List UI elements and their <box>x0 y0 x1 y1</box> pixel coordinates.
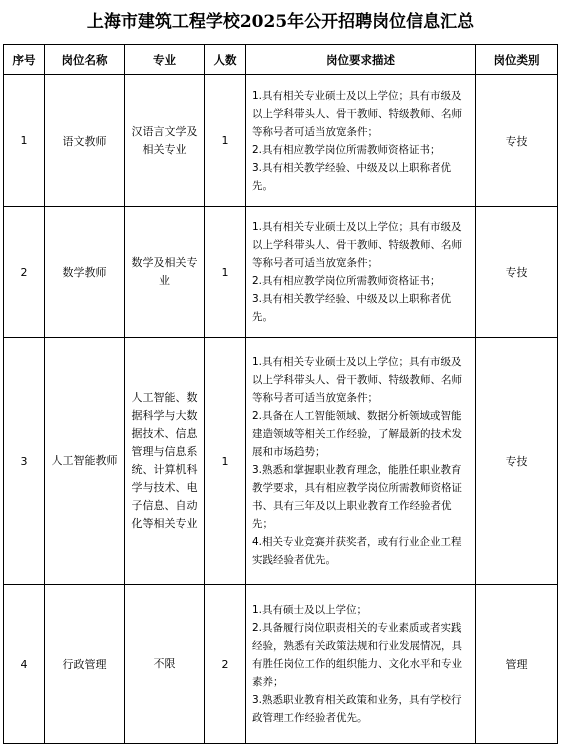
cell-position: 行政管理 <box>45 585 125 744</box>
cell-major: 汉语言文学及相关专业 <box>125 75 205 207</box>
requirement-item: 2.具有相应教学岗位所需教师资格证书； <box>252 143 441 156</box>
table-row <box>4 75 558 207</box>
requirement-item: 4.相关专业竞赛并获奖者，或有行业企业工程实践经验者优先。 <box>252 536 462 566</box>
requirement-item: 2.具备在人工智能领域、数据分析领域或智能建造领域等相关工作经验，了解最新的技术发展和市场趋势； <box>252 410 462 458</box>
positions-table <box>3 44 558 744</box>
cell-category: 管理 <box>476 585 558 744</box>
header-no: 序号 <box>4 45 45 75</box>
cell-requirements <box>246 338 476 585</box>
table-row <box>4 585 558 744</box>
requirement-item: 2.具有相应教学岗位所需教师资格证书； <box>252 275 441 287</box>
cell-major: 数学及相关专业 <box>125 207 205 338</box>
cell-position: 语文教师 <box>45 75 125 207</box>
cell-no: 3 <box>4 338 45 585</box>
cell-count: 1 <box>205 207 246 338</box>
cell-category: 专技 <box>476 338 558 585</box>
header-category: 岗位类别 <box>476 45 558 75</box>
cell-position: 数学教师 <box>45 207 125 338</box>
cell-no: 2 <box>4 207 45 338</box>
requirement-item: 3.具有相关教学经验、中级及以上职称者优先。 <box>252 161 452 192</box>
cell-count: 2 <box>205 585 246 744</box>
cell-major: 人工智能、数据科学与大数据技术、信息管理与信息系统、计算机科学与技术、电子信息、自动化等相关专业 <box>125 338 205 585</box>
requirement-item: 2.具备履行岗位职责相关的专业素质或者实践经验，熟悉有关政策法规和行业发展情况，具有胜任岗位工作的组织能力、文化水平和专业素养； <box>252 622 462 688</box>
cell-requirements <box>246 585 476 744</box>
header-position: 岗位名称 <box>45 45 125 75</box>
requirement-item: 3.熟悉和掌握职业教育理念，能胜任职业教育教学要求，具有相应教学岗位所需教师资格证书、具有三年及以上职业教育工作经验者优先； <box>252 464 462 530</box>
header-requirements: 岗位要求描述 <box>246 45 476 75</box>
requirement-item: 1.具有相关专业硕士及以上学位；具有市级及以上学科带头人、骨干教师、特级教师、名师等称号者可适当放宽条件； <box>252 89 462 138</box>
cell-requirements <box>246 207 476 338</box>
cell-category: 专技 <box>476 207 558 338</box>
requirement-item: 1.具有相关专业硕士及以上学位；具有市级及以上学科带头人、骨干教师、特级教师、名师等称号者可适当放宽条件； <box>252 221 462 269</box>
requirement-item: 1.具有相关专业硕士及以上学位；具有市级及以上学科带头人、骨干教师、特级教师、名师等称号者可适当放宽条件； <box>252 356 462 404</box>
table-header-row <box>4 45 558 75</box>
cell-count: 1 <box>205 75 246 207</box>
cell-count: 1 <box>205 338 246 585</box>
document-title: 上海市建筑工程学校2025年公开招聘岗位信息汇总 <box>86 12 475 32</box>
requirement-item: 3.熟悉职业教育相关政策和业务，具有学校行政管理工作经验者优先。 <box>252 694 462 724</box>
cell-no: 4 <box>4 585 45 744</box>
cell-requirements <box>246 75 476 207</box>
cell-major: 不限 <box>125 585 205 744</box>
cell-no: 1 <box>4 75 45 207</box>
requirement-item: 1.具有硕士及以上学位； <box>252 604 368 616</box>
table-row <box>4 338 558 585</box>
cell-category: 专技 <box>476 75 558 207</box>
requirement-item: 3.具有相关教学经验、中级及以上职称者优先。 <box>252 293 452 323</box>
header-major: 专业 <box>125 45 205 75</box>
cell-position: 人工智能教师 <box>45 338 125 585</box>
table-row <box>4 207 558 338</box>
header-count: 人数 <box>205 45 246 75</box>
